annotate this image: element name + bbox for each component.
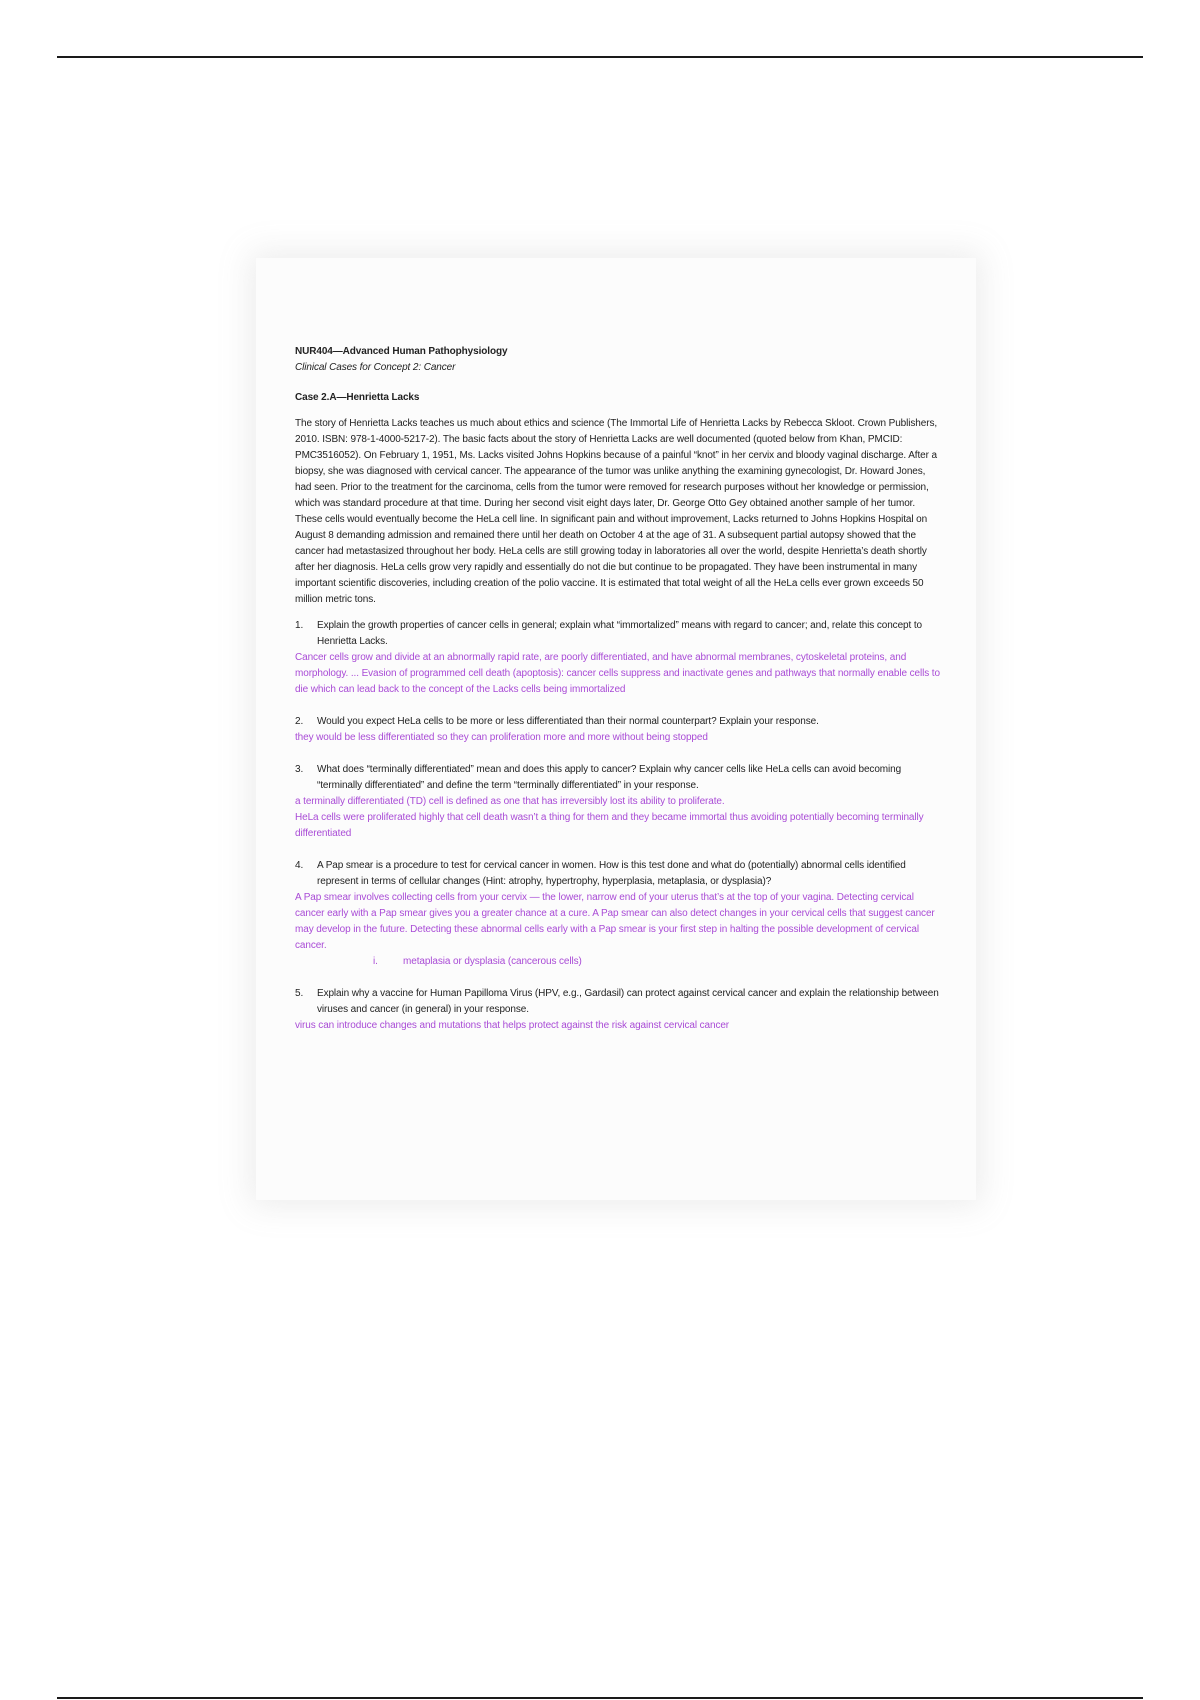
document-page bbox=[256, 258, 976, 1200]
question-3 bbox=[295, 762, 940, 794]
answer-text: HeLa cells were proliferated highly that cell death wasn’t a thing for them and they became immortal thus avoiding potentially becoming terminally differentiated bbox=[295, 812, 924, 839]
question-number: 1. bbox=[295, 620, 304, 631]
question-block-5 bbox=[295, 986, 940, 1034]
question-1 bbox=[295, 618, 940, 650]
bottom-rule bbox=[57, 1697, 1143, 1699]
answer-text: Cancer cells grow and divide at an abnormally rapid rate, are poorly differentiated, and have abnormal membranes, cytoskeletal proteins, and morphology. ... Evasion of programmed cell death (apoptosis): cancer cells suppress and inactivate genes and pathways that normally enable cells to die which can lead back to the concept of the Lacks cells being immortalized bbox=[295, 652, 940, 695]
case-story-paragraph: The story of Henrietta Lacks teaches us much about ethics and science (The Immortal Life of Henrietta Lacks by Rebecca Skloot. Crown Publishers, 2010. ISBN: 978-1-4000-5217-2). The basic facts about the story of Henrietta Lacks are well documented (quoted below from Khan, PMCID: PMC3516052). On February 1, 1951, Ms. Lacks visited Johns Hopkins because of a painful “knot” in her cervix and bloody vaginal discharge. After a biopsy, she was diagnosed with cervical cancer. The appearance of the tumor was unlike anything the examining gynecologist, Dr. Howard Jones, had seen. Prior to the treatment for the carcinoma, cells from the tumor were removed for research purposes without her knowledge or permission, which was standard procedure at that time. During her second visit eight days later, Dr. George Otto Gey obtained another sample of her tumor. These cells would eventually become the HeLa cell line. In significant pain and without improvement, Lacks returned to Johns Hopkins Hospital on August 8 demanding admission and remained there until her death on October 4 at the age of 31. A subsequent partial autopsy showed that the cancer had metastasized throughout her body. HeLa cells are still growing today in laboratories all over the world, despite Henrietta’s death shortly after her diagnosis. HeLa cells grow very rapidly and essentially do not die but continue to be propagated. They have been instrumental in many important scientific discoveries, including creation of the polio vaccine. It is estimated that total weight of all the HeLa cells ever grown exceeds 50 million metric tons. bbox=[295, 418, 938, 605]
answer-subitem bbox=[373, 954, 940, 970]
question-number: 3. bbox=[295, 764, 304, 775]
subitem-number: i. bbox=[373, 956, 378, 967]
question-5 bbox=[295, 986, 940, 1018]
subitem-text: metaplasia or dysplasia (cancerous cells) bbox=[403, 956, 582, 967]
question-block-3 bbox=[295, 762, 940, 842]
question-block-2 bbox=[295, 714, 940, 746]
question-text: Explain why a vaccine for Human Papilloma Virus (HPV, e.g., Gardasil) can protect against cervical cancer and explain the relationship between viruses and cancer (in general) in your response. bbox=[317, 988, 939, 1015]
course-title: NUR404—Advanced Human Pathophysiology bbox=[295, 346, 508, 357]
question-block-1 bbox=[295, 618, 940, 698]
question-block-4 bbox=[295, 858, 940, 970]
question-text: Would you expect HeLa cells to be more or less differentiated than their normal counterpart? Explain your response. bbox=[317, 716, 819, 727]
answer-text: they would be less differentiated so they can proliferation more and more without being stopped bbox=[295, 732, 708, 743]
question-text: A Pap smear is a procedure to test for cervical cancer in women. How is this test done and what do (potentially) abnormal cells identified represent in terms of cellular changes (Hint: atrophy, hypertrophy, hyperplasia, metaplasia, or dysplasia)? bbox=[317, 860, 906, 887]
document-content bbox=[295, 344, 940, 1050]
question-text: Explain the growth properties of cancer cells in general; explain what “immortalized” means with regard to cancer; and, relate this concept to Henrietta Lacks. bbox=[317, 620, 923, 647]
answer-text: A Pap smear involves collecting cells from your cervix — the lower, narrow end of your uterus that’s at the top of your vagina. Detecting cervical cancer early with a Pap smear gives you a greater chance at a cure. A Pap smear can also detect changes in your cervical cells that suggest cancer may develop in the future. Detecting these abnormal cells early with a Pap smear is your first step in halting the possible development of cervical cancer. bbox=[295, 892, 935, 951]
document-subtitle: Clinical Cases for Concept 2: Cancer bbox=[295, 362, 456, 373]
question-text: What does “terminally differentiated” mean and does this apply to cancer? Explain why cancer cells like HeLa cells can avoid becoming “terminally differentiated” and define the term “terminally differentiated” in your response. bbox=[317, 764, 902, 791]
question-2 bbox=[295, 714, 940, 730]
question-4 bbox=[295, 858, 940, 890]
question-number: 4. bbox=[295, 860, 304, 871]
answer-text: a terminally differentiated (TD) cell is defined as one that has irreversibly lost its ability to proliferate. bbox=[295, 796, 725, 807]
question-number: 2. bbox=[295, 716, 304, 727]
case-title: Case 2.A—Henrietta Lacks bbox=[295, 392, 420, 403]
question-number: 5. bbox=[295, 988, 304, 999]
top-rule bbox=[57, 56, 1143, 58]
answer-text: virus can introduce changes and mutations that helps protect against the risk against cervical cancer bbox=[295, 1020, 730, 1031]
